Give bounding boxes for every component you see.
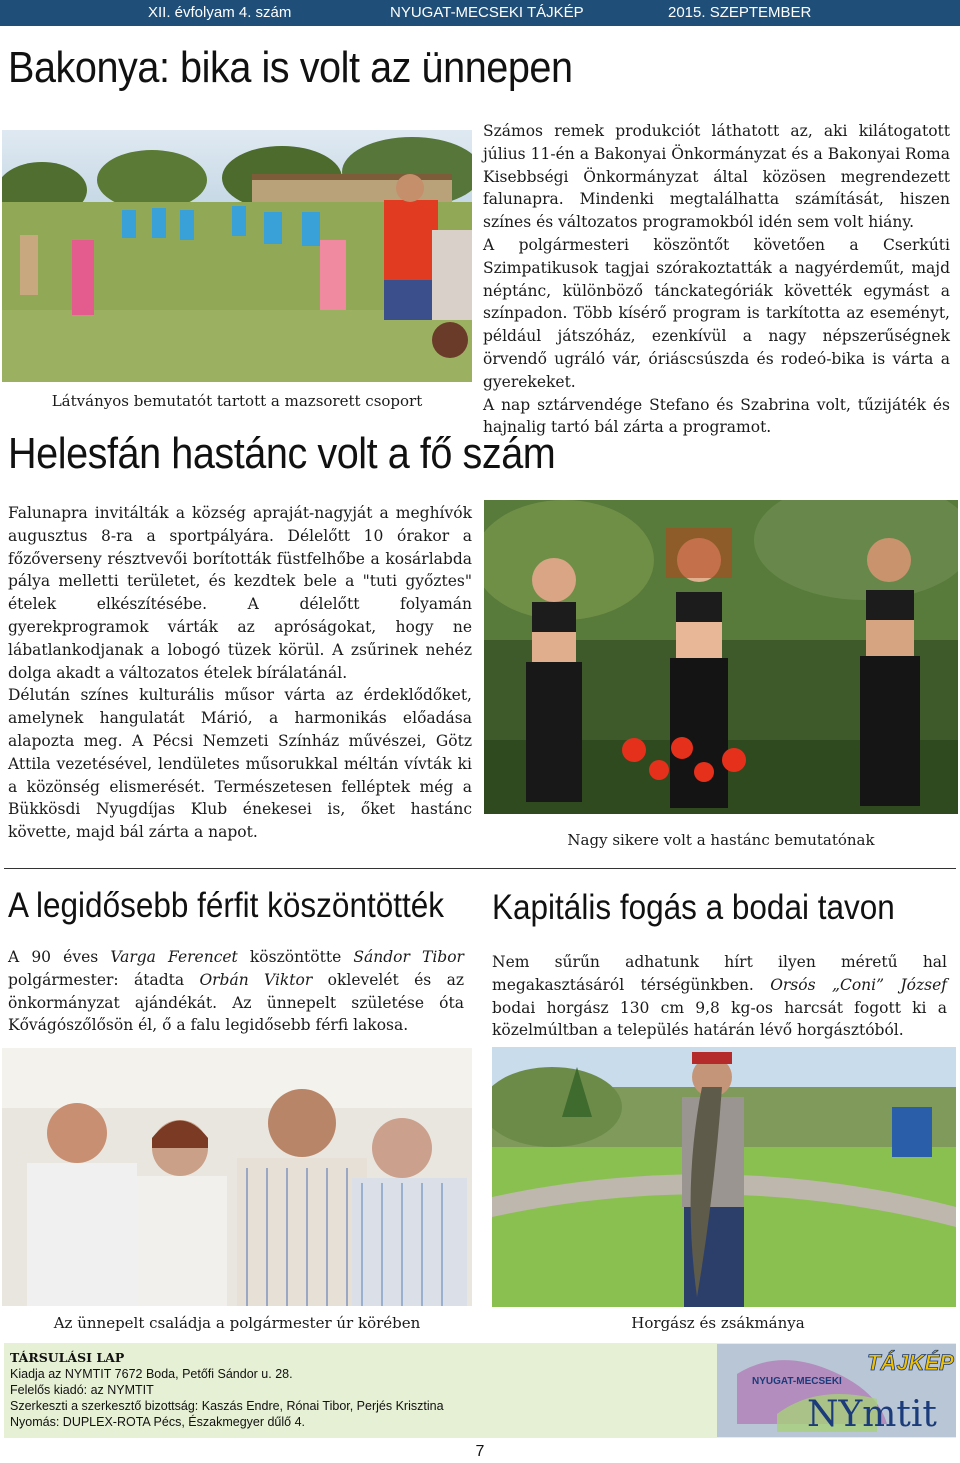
article1-paragraph: A polgármesteri köszöntőt követően a Cserkúti Szimpatikusok tagjai szórakoztatták a nagyérdeműt, majd néptánc, különböző tánckategóriák követték egymást a színpadon. Több kísérő program is tarkította az eseményt, például játszóház, ezenkívül a nagy népszerűségnek örvendő ugráló vár, óriáscsúszda és rodeó-bika is várta a gyerekeket. (483, 235, 950, 391)
article3-text: oklevelét és az önkormányzat ajándékát. Az ünnepelt születése óta Kővágószőlősön él, ő a falu legidősebb férfi lakosa. (8, 970, 464, 1035)
bellydance-photo-caption: Nagy sikere volt a hastánc bemutatónak (567, 831, 875, 849)
article1-paragraph: Számos remek produkciót láthatott az, aki kilátogatott július 11-én a Bakonyai Önkormányzat és a Bakonyai Roma Kisebbségi Önkormányzat által közösen megrendezett falunapra. Mindenki megtalálhatta számítását, hiszen színes és változatos programokból idén sem volt hiány. (483, 122, 950, 232)
majorette-photo (2, 130, 472, 382)
bellydance-photo (484, 500, 958, 814)
article1-paragraph: A nap sztárvendége Stefano és Szabrina volt, tűzijáték és hajnalig tartó bál zárta a programot. (483, 395, 950, 437)
prime-minister-name: Orbán Viktor (199, 970, 313, 989)
angler-photo-caption: Horgász és zsákmánya (631, 1314, 805, 1332)
article4-text: Nem sűrűn adhatunk hírt ilyen méretű hal megakasztásáról térségünkben. (492, 953, 947, 994)
svg-text:NYUGAT-MECSEKI: NYUGAT-MECSEKI (752, 1376, 842, 1387)
article4-text: bodai horgász 130 cm 9,8 kg-os harcsát fogott ki a közelmúltban a település határán lévő horgásztóból. (492, 998, 947, 1040)
family-photo-caption: Az ünnepelt családja a polgármester úr körében (53, 1314, 421, 1332)
mayor-name: Sándor Tibor (353, 948, 464, 966)
article2-body (8, 502, 472, 844)
imprint-line: Szerkeszti a szerkesztő bizottság: Kaszás Endre, Rónai Tibor, Perjés Krisztina (10, 1399, 444, 1413)
article1-title: Bakonya: bika is volt az ünnepen (8, 43, 573, 92)
angler-photo (492, 1047, 956, 1307)
issue-date: 2015. SZEPTEMBER (668, 4, 812, 21)
volume-label: XII. évfolyam 4. szám (148, 4, 292, 21)
article2-paragraph: Délután színes kulturális műsor várta az érdeklődőket, amelynek hangulatát Márió, a harmonikás előadása alapozta meg. A Pécsi Nemzeti Színház művészei, Götz Attila vezetésével, lendületes műsorukkal méltán vívták ki a közönség elismerését. Természetesen felléptek még a Bükkösdi Nyugdíjas Klub énekesei is, őket hastánc követte, majd bál zárta a napot. (8, 686, 472, 842)
svg-text:NYmtit: NYmtit (807, 1394, 937, 1435)
honoree-name: Varga Ferencet (110, 948, 238, 966)
header-bar (0, 0, 960, 26)
section-divider (4, 868, 956, 869)
nymtit-logo (717, 1344, 956, 1437)
svg-text:TÁJKÉP: TÁJKÉP (867, 1350, 954, 1375)
imprint (10, 1350, 700, 1430)
article4-title: Kapitális fogás a bodai tavon (492, 888, 895, 927)
angler-name: Orsós „Coni” József (770, 975, 948, 994)
page-number: 7 (475, 1443, 485, 1460)
publication-name: NYUGAT-MECSEKI TÁJKÉP (390, 4, 584, 21)
article1-body (483, 120, 950, 439)
article2-paragraph: Falunapra invitálták a község apraját-nagyját a meghívók augusztus 8-ra a sportpályára. Délelőtt 10 órakor a főzőverseny résztvevői borították füstfelhőbe a kosárlabda pálya melletti területet, és kezdtek bele a "tuti győztes" ételek elkészítésébe. A délelőtt folyamán gyerekprogramok várták az apróságokat, hogy ne lábatlankodjanak a lobogó tüzek körül. A zsűrinek nehéz dolga akadt a változatos ételek bírálatánál. (8, 504, 472, 682)
article3-text: A 90 éves (8, 948, 111, 966)
article3-body (8, 946, 464, 1037)
article3-title: A legidősebb férfit köszöntötték (8, 886, 445, 925)
article2-title: Helesfán hastánc volt a fő szám (8, 429, 556, 478)
article3-text: köszöntötte (237, 948, 354, 966)
article3-text: polgármester: átadta (8, 970, 200, 989)
imprint-line: Nyomás: DUPLEX-ROTA Pécs, Északmegyer dűlő 4. (10, 1415, 306, 1429)
family-photo (2, 1048, 472, 1306)
imprint-line: Kiadja az NYMTIT 7672 Boda, Petőfi Sándor u. 28. (10, 1367, 293, 1381)
imprint-label: TÁRSULÁSI LAP (10, 1350, 125, 1365)
imprint-line: Felelős kiadó: az NYMTIT (10, 1383, 154, 1397)
majorette-photo-caption: Látványos bemutatót tartott a mazsorett csoport (51, 392, 423, 410)
article4-body (492, 951, 947, 1042)
